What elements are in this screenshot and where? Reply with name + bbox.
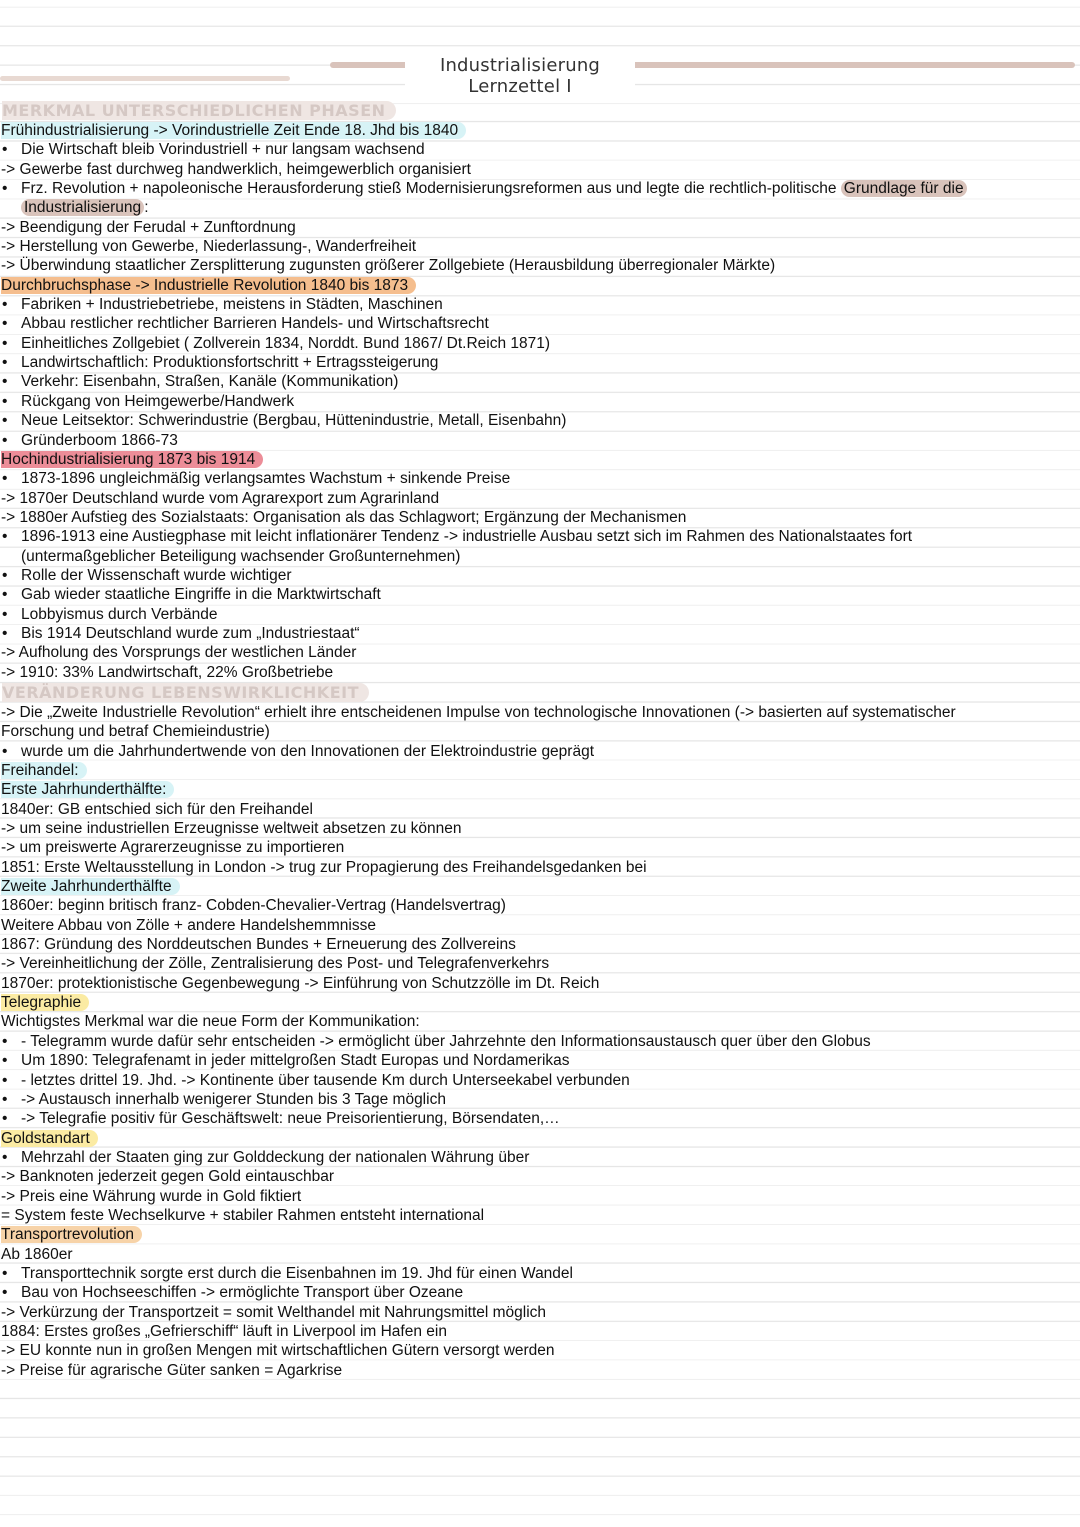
list-item: • Transporttechnik sorgte erst durch die Eisenbahnen im 19. Jhd für einen Wandel [0, 1264, 1078, 1283]
list-item: -> Banknoten jederzeit gegen Gold eintauschbar [1, 1168, 335, 1186]
list-item: • Einheitliches Zollgebiet ( Zollverein 1834, Norddt. Bund 1867/ Dt.Reich 1871) [0, 334, 1078, 353]
list-item: • 1873-1896 ungleichmäßig verlangsamtes Wachstum + sinkende Preise [0, 469, 1078, 488]
list-item: -> Überwindung staatlicher Zersplitterung zugunsten größerer Zollgebiete (Herausbildung überregionaler Märkte) [1, 257, 776, 275]
heading-erste-jahrhunderthaelfte: Erste Jahrhunderthälfte: [0, 780, 1078, 799]
heading-hochindustrialisierung: Hochindustrialisierung 1873 bis 1914 [0, 450, 1078, 469]
list-item: • Um 1890: Telegrafenamt in jeder mittelgroßen Stadt Europas und Nordamerikas [0, 1051, 1078, 1070]
list-item: • Lobbyismus durch Verbände [0, 605, 1078, 624]
heading-zweite-jahrhunderthaelfte: Zweite Jahrhunderthälfte [0, 877, 1078, 896]
heading-fruehindustrialisierung: Frühindustrialisierung -> Vorindustrielle Zeit Ende 18. Jhd bis 1840 [0, 121, 1078, 140]
list-item: • 1896-1913 eine Austiegphase mit leicht inflationärer Tendenz -> industrielle Ausbau setzt sich im Rahmen des Nationalstaates fort [0, 527, 1078, 546]
list-item: • Gab wieder staatliche Eingriffe in die Marktwirtschaft [0, 585, 1078, 604]
list-item: • Mehrzahl der Staaten ging zur Golddeckung der nationalen Währung über [0, 1148, 1078, 1167]
list-item: • wurde um die Jahrhundertwende von den Innovationen der Elektroindustrie geprägt [0, 742, 1078, 761]
heading-telegraphie: Telegraphie [0, 993, 1078, 1012]
list-item: • Neue Leitsektor: Schwerindustrie (Bergbau, Hüttenindustrie, Metall, Eisenbahn) [0, 411, 1078, 430]
list-item: • - letztes drittel 19. Jhd. -> Kontinente über tausende Km durch Unterseekabel verbunden [0, 1071, 1078, 1090]
section-heading: MERKMAL UNTERSCHIEDLICHEN PHASEN [0, 100, 1078, 121]
list-item: -> Preise für agrarische Güter sanken = Agarkrise [1, 1361, 343, 1379]
list-item: • Bau von Hochseeschiffen -> ermöglichte Transport über Ozeane [0, 1283, 1078, 1302]
list-item: -> Preis eine Währung wurde in Gold fiktiert [1, 1187, 302, 1205]
list-item: • Die Wirtschaft bleib Vorindustriell + nur langsam wachsend [0, 140, 1078, 159]
list-item: • Frz. Revolution + napoleonische Herausforderung stieß Modernisierungsreformen aus und legte die rechtlich-politische Grundlage für die [0, 179, 1078, 198]
list-item: -> 1910: 33% Landwirtschaft, 22% Großbetriebe [1, 663, 334, 681]
list-item: • Rückgang von Heimgewerbe/Handwerk [0, 392, 1078, 411]
list-item: -> Aufholung des Vorsprungs der westlichen Länder [1, 644, 357, 662]
list-item: -> Vereinheitlichung der Zölle, Zentralisierung des Post- und Telegrafenverkehrs [1, 955, 550, 973]
list-item: • Fabriken + Industriebetriebe, meistens in Städten, Maschinen [0, 295, 1078, 314]
heading-goldstandart: Goldstandart [0, 1129, 1078, 1148]
list-item: -> Herstellung von Gewerbe, Niederlassung-, Wanderfreiheit [1, 238, 417, 256]
list-item: Weitere Abbau von Zölle + andere Handelshemmnisse [1, 916, 376, 934]
list-item: • Bis 1914 Deutschland wurde zum „Industriestaat“ [0, 624, 1078, 643]
list-item: • -> Telegrafie positiv für Geschäftswelt: neue Preisorientierung, Börsendaten,… [0, 1109, 1078, 1128]
page-title: Industrialisierung Lernzettel I [405, 55, 635, 97]
list-item: = System feste Wechselkurve + stabiler Rahmen entsteht international [1, 1206, 485, 1224]
heading-freihandel: Freihandel: [0, 761, 1078, 780]
list-item: -> 1880er Aufstieg des Sozialstaats: Organisation als das Schlagwort; Ergänzung der Mechanismen [1, 508, 687, 526]
list-item: (untermaßgeblicher Beteiligung wachsender Großunternehmen) [21, 547, 461, 565]
list-item: 1867: Gründung des Norddeutschen Bundes + Erneuerung des Zollvereins [1, 936, 516, 954]
list-item: 1851: Erste Weltausstellung in London -> trug zur Propagierung des Freihandelsgedanken bei [1, 858, 647, 876]
list-item: 1884: Erstes großes „Gefrierschiff“ läuft in Liverpool im Hafen ein [1, 1322, 447, 1340]
section-underline [0, 76, 290, 81]
list-item: • Gründerboom 1866-73 [0, 431, 1078, 450]
section-heading: VERÄNDERUNG LEBENSWIRKLICHKEIT [0, 682, 1078, 703]
list-item: 1840er: GB entschied sich für den Freihandel [1, 800, 313, 818]
notes-content [0, 100, 1078, 1380]
list-item: -> um preiswerte Agrarerzeugnisse zu importieren [1, 839, 345, 857]
heading-transportrevolution: Transportrevolution [0, 1225, 1078, 1244]
list-item: Forschung und betraf Chemieindustrie) [1, 723, 270, 741]
list-item: • - Telegramm wurde dafür sehr entscheiden -> ermöglicht über Jahrzehnte den Informationsaustausch quer über den Globus [0, 1032, 1078, 1051]
list-item: -> 1870er Deutschland wurde vom Agrarexport zum Agrarinland [1, 489, 440, 507]
heading-durchbruchsphase: Durchbruchsphase -> Industrielle Revolution 1840 bis 1873 [0, 276, 1078, 295]
list-item: Wichtigstes Merkmal war die neue Form der Kommunikation: [1, 1013, 420, 1031]
list-item: 1860er: beginn britisch franz- Cobden-Chevalier-Vertrag (Handelsvertrag) [1, 897, 506, 915]
list-item: -> Gewerbe fast durchweg handwerklich, heimgewerblich organisiert [1, 160, 471, 178]
list-item: -> Beendigung der Ferudal + Zunftordnung [1, 218, 296, 236]
list-item: • -> Austausch innerhalb wenigerer Stunden bis 3 Tage möglich [0, 1090, 1078, 1109]
list-item: Ab 1860er [1, 1245, 73, 1263]
list-item: • Verkehr: Eisenbahn, Straßen, Kanäle (Kommunikation) [0, 372, 1078, 391]
list-item: • Rolle der Wissenschaft wurde wichtiger [0, 566, 1078, 585]
list-item: • Landwirtschaftlich: Produktionsfortschritt + Ertragssteigerung [0, 353, 1078, 372]
list-item: • Abbau restlicher rechtlicher Barrieren Handels- und Wirtschaftsrecht [0, 314, 1078, 333]
list-item: -> Die „Zweite Industrielle Revolution“ erhielt ihre entscheidenen Impulse von technologische Innovationen (-> basierten auf systematischer [1, 703, 956, 721]
list-item: -> Verkürzung der Transportzeit = somit Welthandel mit Nahrungsmittel möglich [1, 1303, 547, 1321]
list-item: -> EU konnte nun in großen Mengen mit wirtschaftlichen Gütern versorgt werden [1, 1342, 555, 1360]
list-item: Industrialisierung : [0, 198, 1078, 217]
list-item: 1870er: protektionistische Gegenbewegung -> Einführung von Schutzzölle im Dt. Reich [1, 974, 600, 992]
list-item: -> um seine industriellen Erzeugnisse weltweit absetzen zu können [1, 820, 462, 838]
